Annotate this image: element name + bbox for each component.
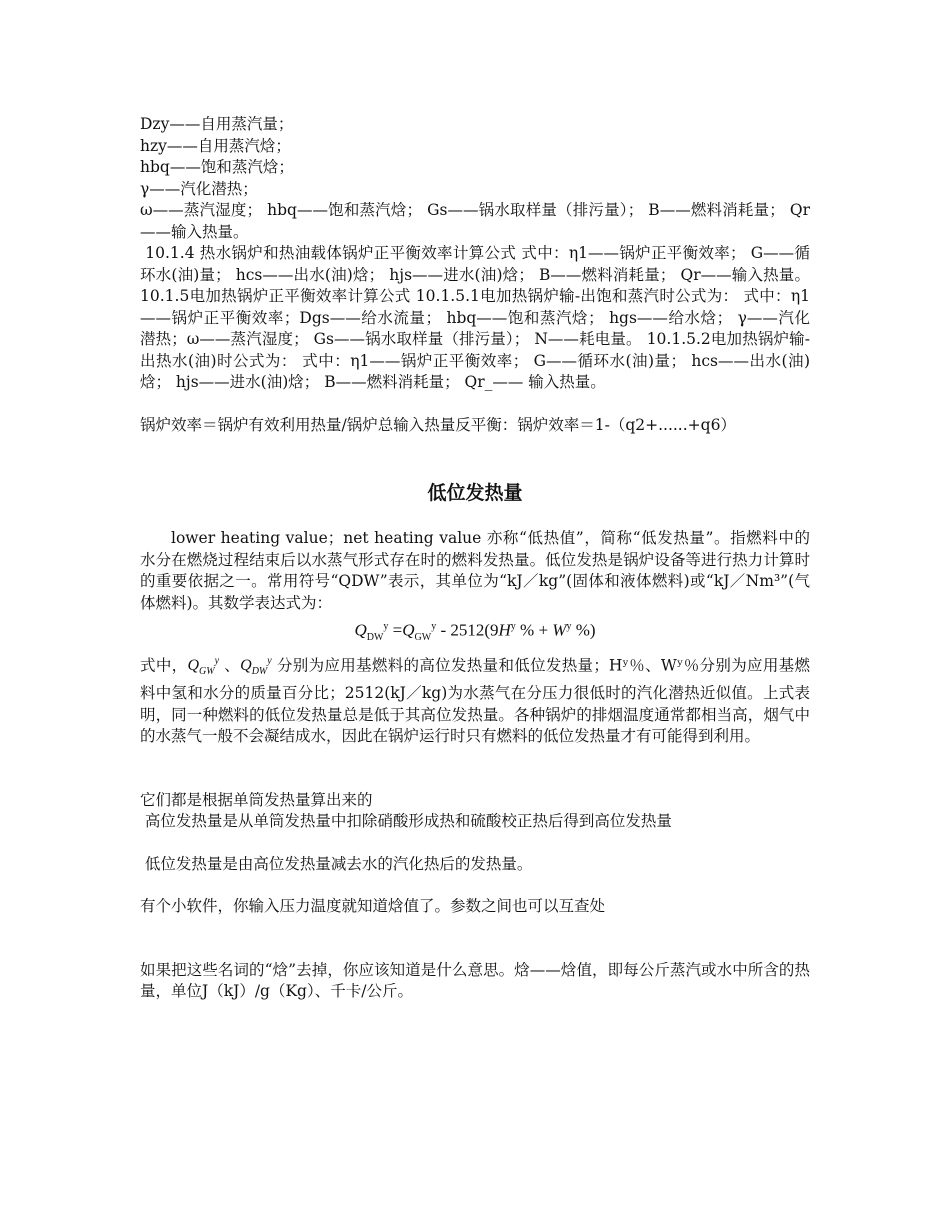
note-line: 如果把这些名词的“焓”去掉，你应该知道是什么意思。焓——焓值，即每公斤蒸汽或水中所含的热量，单位J（kJ）/g（Kg）、千卡/公斤。 <box>140 960 810 1001</box>
section-10-1-4-paragraph: 10.1.4 热水锅炉和热油载体锅炉正平衡效率计算公式 式中：η1——锅炉正平衡效率； G——循环水(油)量； hcs——出水(油)焓； hjs——进水(油)焓； B——燃料消耗量； Qr——输入热量。 10.1.5电加热锅炉正平衡效率计算公式 10.1.5.1电加热锅炉输-出饱和蒸汽时公式为： 式中：η1——锅炉正平衡效率；Dgs——给水流量； hbq——饱和蒸汽焓； hgs——给水焓； γ——汽化潜热；ω——蒸汽湿度； Gs——锅水取样量（排污量）； N——耗电量。 10.1.5.2电加热锅炉输-出热水(油)时公式为： 式中：η1——锅炉正平衡效率； G——循环水(油)量； hcs——出水(油)焓； hjs——进水(油)焓； B——燃料消耗量； Qr_—— 输入热量。 <box>140 244 815 391</box>
notes-list <box>140 790 810 1003</box>
definition-line: γ——汽化潜热； <box>140 179 258 198</box>
lhv-definition-paragraph: lower heating value；net heating value 亦称“低热值”，简称“低发热量”。指燃料中的水分在燃烧过程结束后以水蒸气形式存在时的燃料发热量。低位发热是锅炉设备等进行热力计算时的重要依据之一。常用符号“QDW”表示，其单位为“kJ／kg”(固体和液体燃料)或“kJ／Nm³”(气体燃料)。其数学表达式为： <box>140 529 810 612</box>
definition-list <box>140 114 810 200</box>
q-gw-symbol: $Q_{GW}^y$ <box>187 656 220 678</box>
note-line: 低位发热量是由高位发热量减去水的汽化热后的发热量。 <box>140 854 533 873</box>
page-title: 低位发热量 <box>427 482 523 504</box>
note-line: 它们都是根据单筒发热量算出来的 <box>140 790 373 809</box>
formula-explanation-paragraph: 式中，$Q_{GW}^y$ 、$Q_{DW}^y$ 分别为应用基燃料的高位发热量和低位发热量；Hʸ％、Wʸ％分别为应用基燃料中氢和水分的质量百分比；2512(kJ／kg)为水蒸气在分压力很低时的汽化潜热近似值。上式表明，同一种燃料的低位发热量总是低于其高位发热量。各种锅炉的排烟温度通常都相当高，烟气中的水蒸气一般不会凝结成水，因此在锅炉运行时只有燃料的低位发热量才有可能得到利用。 <box>140 656 810 746</box>
boiler-efficiency-paragraph: 锅炉效率＝锅炉有效利用热量/锅炉总输入热量反平衡：锅炉效率＝1-（q2+......+q6） <box>140 415 736 434</box>
q-dw-symbol: $Q_{DW}^y$ <box>240 656 272 678</box>
note-line: 有个小软件，你输入压力温度就知道焓值了。参数之间也可以互查处 <box>140 897 606 916</box>
steam-definitions-paragraph: ω——蒸汽湿度； hbq——饱和蒸汽焓； Gs——锅水取样量（排污量）； B——燃料消耗量； Qr——输入热量。 <box>140 201 810 241</box>
lhv-formula: $Q_{DW}^y =Q_{GW}^y - 2512(9H^y$ % + $W^y$ %) <box>354 620 596 644</box>
note-line: 高位发热量是从单筒发热量中扣除硝酸形成热和硫酸校正热后得到高位发热量 <box>140 812 672 831</box>
definition-line: hbq——饱和蒸汽焓； <box>140 158 294 176</box>
document-page <box>140 114 815 1003</box>
definition-line: hzy——自用蒸汽焓； <box>140 136 291 155</box>
definition-line: Dzy——自用蒸汽量； <box>140 115 294 133</box>
